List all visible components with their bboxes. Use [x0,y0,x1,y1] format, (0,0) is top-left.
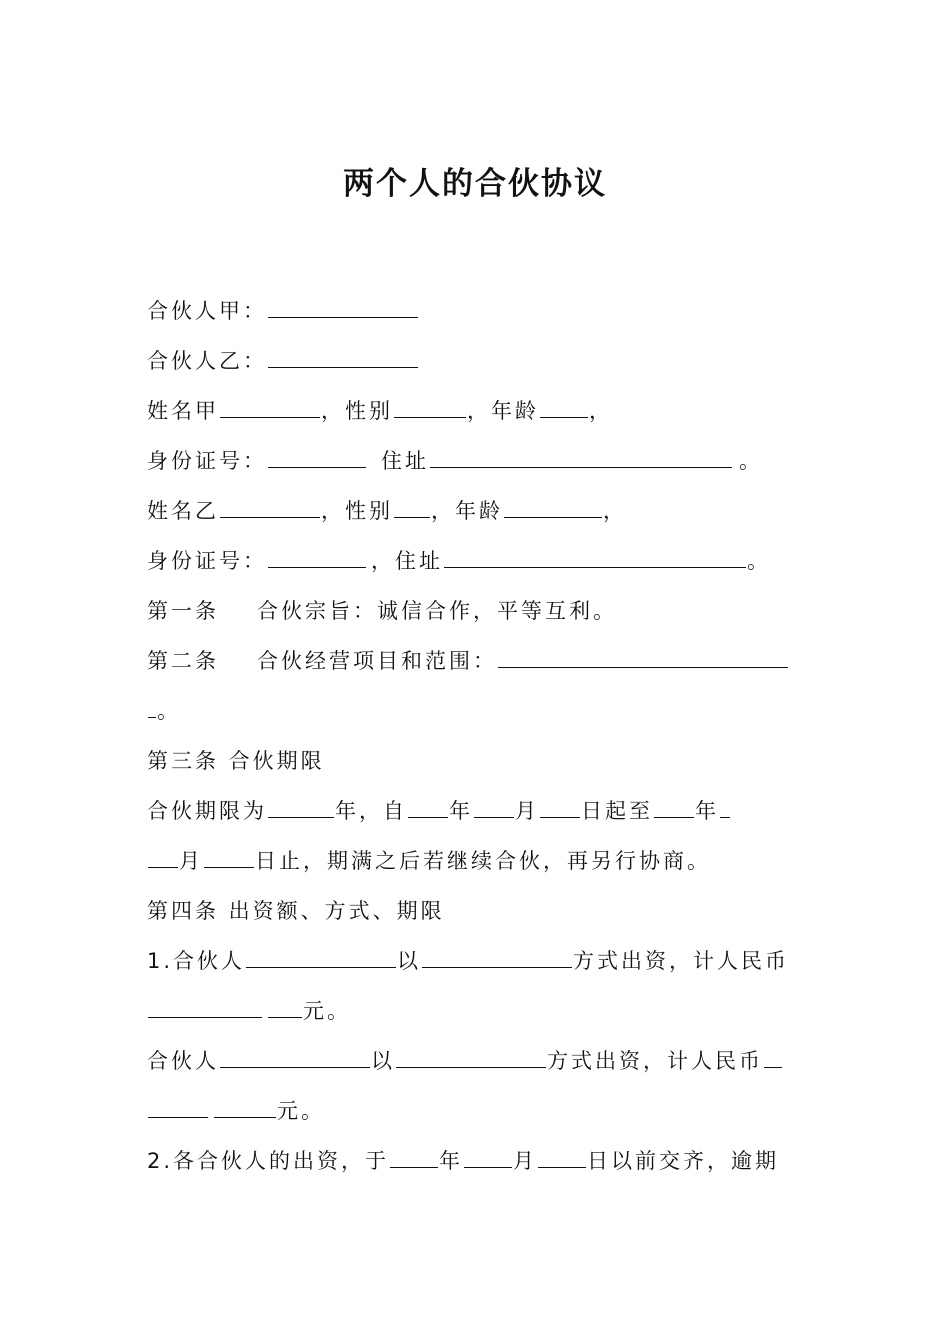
id-b-line [147,536,807,586]
term-line [147,786,807,836]
fill-blank [538,1166,586,1168]
label: 年 [695,799,719,823]
label: 方式出资，计人民币 [573,949,790,973]
fill-blank [220,516,320,518]
article-1-line [147,586,807,636]
fill-blank [474,816,514,818]
fill-blank [204,866,254,868]
label: ，性别 [321,399,393,423]
fill-blank [540,416,588,418]
label: 日以前交齐，逾期 [587,1149,780,1173]
fill-blank [408,816,448,818]
article-number: 第一条 [147,599,219,623]
fill-blank [394,516,430,518]
fill-blank [422,966,572,968]
label: 住址 [381,449,429,473]
fill-blank [720,816,730,818]
label: 元。 [303,999,351,1023]
article-number: 第二条 [147,649,219,673]
label: 2.各合伙人的出资，于 [147,1149,390,1173]
label: 。 [157,699,181,723]
label: 。 [747,549,771,573]
label: 月 [179,849,203,873]
label: 月 [515,799,539,823]
label: 姓名乙 [147,499,219,523]
fill-blank [246,966,396,968]
fill-blank [268,816,334,818]
fill-blank [268,366,418,368]
label: 日起至 [581,799,653,823]
fill-blank [654,816,694,818]
name-b-line [147,486,807,536]
label: ，年龄 [431,499,503,523]
label: 。 [739,449,763,473]
fill-blank [148,1016,262,1018]
fill-blank [268,566,366,568]
label: ， [589,399,613,423]
contribution-deadline-line [147,1136,807,1186]
label: 月 [513,1149,538,1173]
label: 身份证号： [147,549,267,573]
fill-blank [268,1016,302,1018]
article-2-continued [147,686,807,736]
partner-a-line [147,286,807,336]
fill-blank [148,866,178,868]
label: 日止，期满之后若继续合伙，再另行协商。 [255,849,711,873]
document-title: 两个人的合伙协议 [343,166,607,202]
fill-blank [504,516,602,518]
label: 以 [397,949,422,973]
fill-blank [220,1066,370,1068]
label: 方式出资，计人民币 [547,1049,763,1073]
fill-blank [540,816,580,818]
id-a-line [147,436,807,486]
fill-blank [498,666,788,668]
article-4-heading: 第四条 出资额、方式、期限 [147,899,445,923]
fill-blank [464,1166,512,1168]
name-a-line [147,386,807,436]
label: 年，自 [335,799,407,823]
fill-blank [394,416,466,418]
label: 1.合伙人 [147,949,246,973]
fill-blank [214,1116,276,1118]
article-3-heading: 第三条 合伙期限 [147,749,325,773]
label: 年 [439,1149,464,1173]
fill-blank [430,466,732,468]
label: ，年龄 [467,399,539,423]
article-2-line [147,636,807,686]
label: ，住址 [371,549,443,573]
label: 以 [371,1049,395,1073]
document-body [147,286,807,1186]
fill-blank [148,716,156,718]
term-line-continued [147,836,807,886]
contribution-1-amount [147,986,807,1036]
fill-blank [764,1066,782,1068]
label: 元。 [277,1099,325,1123]
label: 合伙期限为 [147,799,267,823]
label: 合伙人乙： [147,349,267,373]
article-text: 合伙宗旨：诚信合作，平等互利。 [257,599,617,623]
contribution-2-amount [147,1086,807,1136]
fill-blank [220,416,320,418]
label: 姓名甲 [147,399,219,423]
label: ， [603,499,627,523]
partner-b-line [147,336,807,386]
label: 合伙人 [147,1049,219,1073]
article-text: 合伙经营项目和范围： [257,649,497,673]
fill-blank [268,466,366,468]
label: 年 [449,799,473,823]
contribution-2-line [147,1036,807,1086]
fill-blank [444,566,746,568]
fill-blank [268,316,418,318]
label: ，性别 [321,499,393,523]
label: 身份证号： [147,449,267,473]
contribution-1-line [147,936,807,986]
fill-blank [396,1066,546,1068]
label: 合伙人甲： [147,299,267,323]
fill-blank [148,1116,208,1118]
fill-blank [390,1166,438,1168]
